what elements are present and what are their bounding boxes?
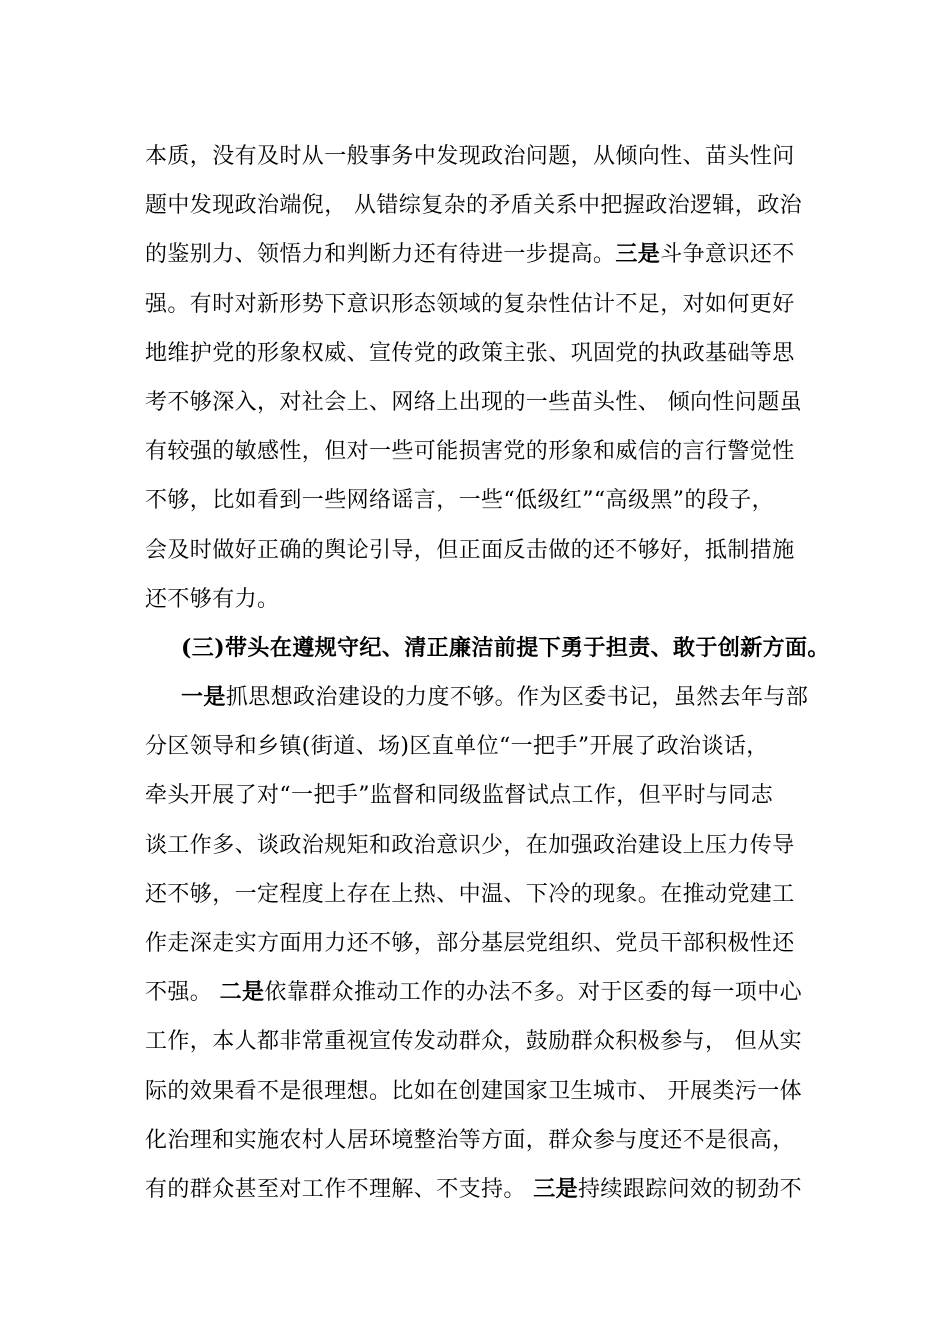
text-segment: 作走深走实方面用力还不够，部分基层党组织、党员干部积极性还 <box>145 931 795 956</box>
text-segment: 工作，本人都非常重视宣传发动群众，鼓励群众积极参与， 但从实 <box>145 1029 802 1055</box>
text-segment: 有较强的敏感性，但对一些可能损害党的形象和威信的言行警觉性 <box>145 439 795 465</box>
text-line <box>145 1067 825 1116</box>
text-segment: 强。有时对新形势下意识形态领域的复杂性估计不足，对如何更好 <box>145 291 795 317</box>
text-segment: 题中发现政治端倪， 从错综复杂的矛盾关系中把握政治逻辑，政治 <box>145 193 802 219</box>
text-segment: 牵头开展了对“一把手”监督和同级监督试点工作，但平时与同志 <box>145 783 774 809</box>
text-line <box>145 526 825 575</box>
bold-text-segment: (三)带头在遵规守纪、清正廉洁前提下勇于担责、敢于创新方面。 <box>181 634 830 661</box>
text-segment: 本质，没有及时从一般事务中发现政治问题，从倾向性、苗头性问 <box>145 144 795 169</box>
text-segment: 地维护党的形象权威、宣传党的政策主张、巩固党的执政基础等思 <box>145 340 795 366</box>
bold-text-segment: 三是 <box>533 1175 579 1202</box>
text-segment: 持续跟踪问效的韧劲不 <box>578 1176 803 1202</box>
text-segment: 还不够有力。 <box>145 586 280 612</box>
text-line <box>145 1116 825 1165</box>
text-line <box>145 378 825 427</box>
text-line <box>145 329 825 378</box>
text-line <box>145 575 825 624</box>
text-line <box>145 476 825 525</box>
text-segment: 谈工作多、谈政治规矩和政治意识少，在加强政治建设上压力传导 <box>145 832 795 858</box>
text-segment: 会及时做好正确的舆论引导，但正面反击做的还不够好，抵制措施 <box>145 537 795 563</box>
text-segment: 际的效果看不是很理想。比如在创建国家卫生城市、 开展类污一体 <box>145 1078 802 1104</box>
text-line <box>145 624 830 673</box>
text-line <box>145 1017 825 1066</box>
text-segment: 斗争意识还不 <box>660 242 795 268</box>
text-line <box>145 919 825 968</box>
text-segment: 还不够，一定程度上存在上热、中温、下冷的现象。在推动党建工 <box>145 881 795 907</box>
text-segment: 抓思想政治建设的力度不够。作为区委书记，虽然去年与部 <box>225 685 809 711</box>
bold-text-segment: 三是 <box>615 241 661 268</box>
text-line <box>145 722 825 771</box>
text-line <box>145 427 825 476</box>
text-line <box>145 280 825 329</box>
text-segment: 不够，比如看到一些网络谣言，一些“低级红”“高级黑”的段子， <box>145 488 774 514</box>
bold-text-segment: 一是 <box>181 684 226 711</box>
text-line <box>145 870 825 919</box>
text-segment: 化治理和实施农村人居环境整治等方面，群众参与度还不是很高， <box>145 1127 795 1153</box>
text-line <box>145 132 825 181</box>
text-segment: 考不够深入，对社会上、网络上出现的一些苗头性、 倾向性问题虽 <box>145 389 802 415</box>
text-line <box>145 771 825 820</box>
text-segment: 依靠群众推动工作的办法不多。对于区委的每一项中心 <box>264 980 803 1006</box>
text-segment: 有的群众甚至对工作不理解、不支持。 <box>145 1176 534 1202</box>
text-line <box>145 968 825 1017</box>
text-segment: 分区领导和乡镇(街道、场)区直单位“一把手”开展了政治谈话， <box>145 734 769 760</box>
text-line <box>145 821 825 870</box>
text-line <box>145 1165 825 1214</box>
text-line <box>145 181 825 230</box>
text-line <box>145 673 825 722</box>
text-segment: 不强。 <box>145 980 220 1006</box>
bold-text-segment: 二是 <box>219 979 265 1006</box>
text-segment: 的鉴别力、领悟力和判断力还有待进一步提高。 <box>145 242 616 268</box>
document-body <box>145 132 830 1214</box>
text-line <box>145 230 825 279</box>
